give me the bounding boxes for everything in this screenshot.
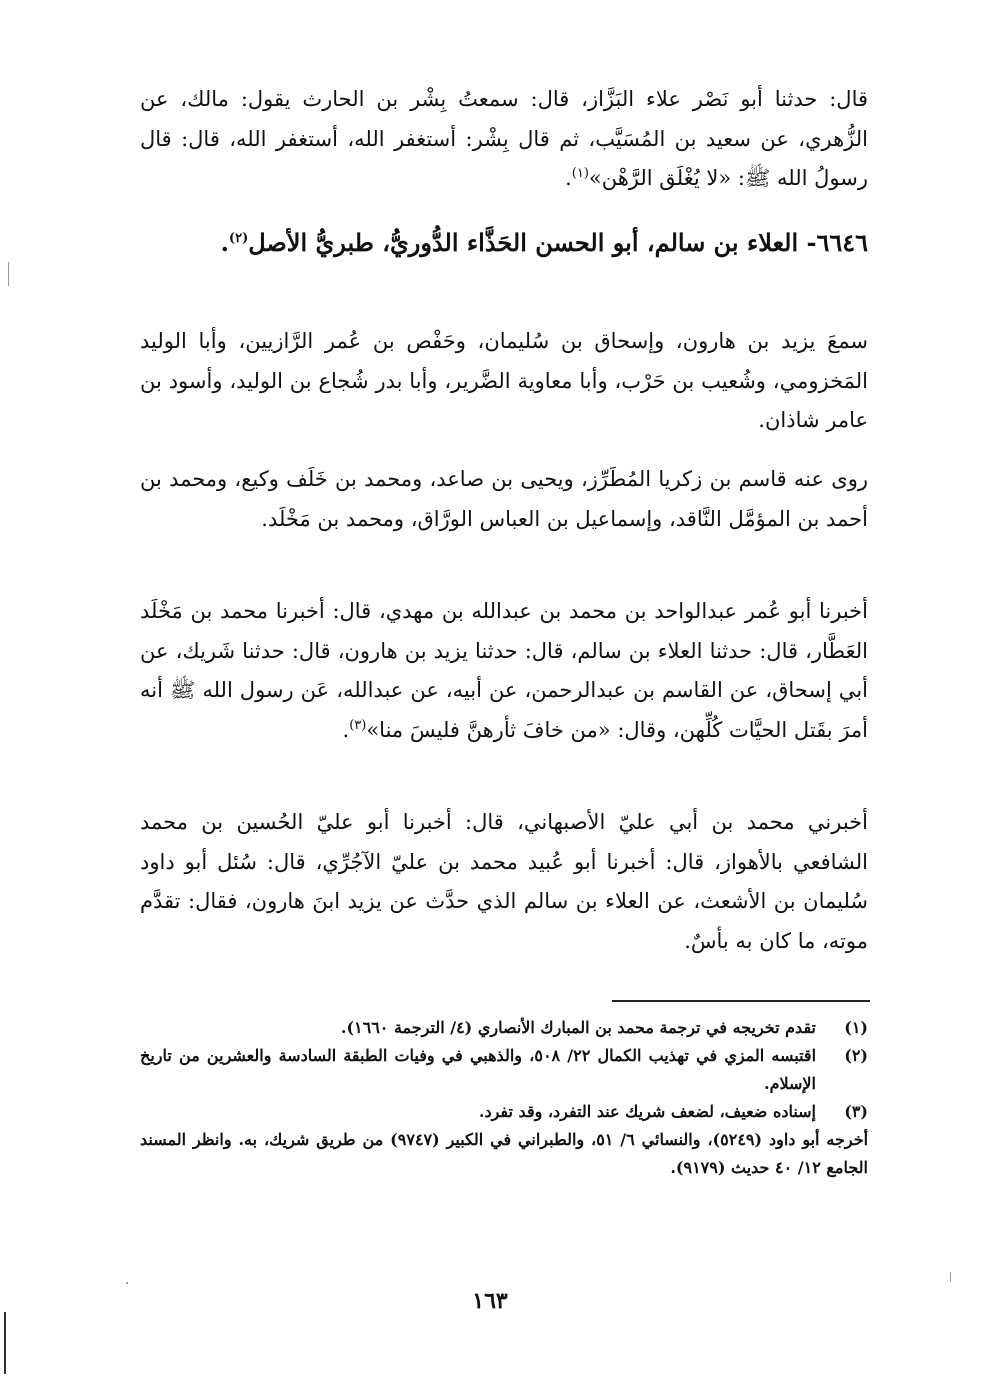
- footnote-text: اقتبسه المزي في تهذيب الكمال ٢٢/ ٥٠٨، والذهبي في وفيات الطبقة السادسة والعشرين من تاريخ الإسلام.: [140, 1046, 817, 1093]
- footnote-item: [140, 1098, 868, 1126]
- paragraph-text: أخبرنا أبو عُمر عبدالواحد بن محمد بن عبدالله بن مهدي، قال: أخبرنا محمد بن مَخْلَد العَطَّار، قال: حدثنا العلاء بن سالم، قال: حدثنا يزيد بن هارون، قال: حدثنا شَريك، عن أبي إسحاق، عن القاسم بن عبدالرحمن، عن أبيه، عن عبدالله، عَن رسول الله ﷺ أنه أمرَ بقَتل الحيَّات كُلِّهن، وقال: «من خافَ ثأرهنَّ فليسَ منا»: [140, 599, 868, 742]
- paragraph-narration: [140, 80, 868, 199]
- scan-artifact-mark: [8, 262, 9, 286]
- footnote-number: (١): [844, 1018, 868, 1037]
- footnote-continuation: أخرجه أبو داود (٥٢٤٩)، والنسائي ٦/ ٥١، والطبراني في الكبير (٩٧٤٧) من طريق شريك، به. وانظر المسند الجامع ١٢/ ٤٠ حديث (٩١٧٩).: [140, 1130, 869, 1177]
- paragraph-text: قال: حدثنا أبو نَصْر علاء البَزَّاز، قال: سمعتُ بِشْر بن الحارث يقول: مالك، عن الزُّهري، عن سعيد بن المُسَيَّب، ثم قال بِشْر: أستغفر الله، أستغفر الله، قال: قال رسولُ الله ﷺ: «لا يُغْلَق الرَّهْن»: [140, 87, 868, 190]
- scan-artifact-mark: [950, 1272, 951, 1282]
- footnote-item: [140, 1014, 868, 1042]
- paragraph-end-mark: .: [565, 166, 572, 190]
- paragraph-end-mark: .: [342, 717, 350, 742]
- entry-heading-text: ٦٦٤٦- العلاء بن سالم، أبو الحسن الحَذَّاء الدُّوريُّ، طبريُّ الأصل: [248, 228, 868, 257]
- footnote-separator: [612, 1000, 870, 1002]
- footnote-reference: (١): [571, 166, 589, 181]
- paragraph-assessment: أخبرني محمد بن أبي عليّ الأصبهاني، قال: أخبرنا أبو عليّ الحُسين بن محمد الشافعي بالأهواز، قال: أخبرنا أبو عُبيد محمد بن عليّ الآجُرِّي، قال: سُئل أبو داود سُليمان بن الأشعث، عن العلاء بن سالم الذي حدَّث عن يزيد ابنَ هارون، فقال: تقدَّم موته، ما كان به بأسٌ.: [140, 810, 868, 953]
- footnote-text: إسناده ضعيف، لضعف شريك عند التفرد، وقد تفرد.: [478, 1102, 816, 1121]
- footnote-text: تقدم تخريجه في ترجمة محمد بن المبارك الأنصاري (٤/ الترجمة ١٦٦٠).: [340, 1018, 816, 1037]
- entry-heading: [140, 219, 868, 267]
- footnote-number: (٢): [844, 1046, 868, 1065]
- footnotes: [140, 1014, 868, 1182]
- entry-heading-end-mark: .: [220, 228, 229, 257]
- paragraph-students: روى عنه قاسم بن زكريا المُطَرِّز، ويحيى بن صاعد، ومحمد بن خَلَف وكيع، ومحمد بن أحمد بن المؤمَّل النَّاقد، وإسماعيل بن العباس الورَّاق، ومحمد بن مَخْلَد.: [140, 467, 868, 531]
- footnote-item: [140, 1042, 868, 1098]
- footnote-reference: (٣): [349, 717, 367, 733]
- paragraph-hadith-chain: [140, 592, 868, 750]
- paragraph-teachers: سمعَ يزيد بن هارون، وإسحاق بن سُليمان، وحَفْص بن عُمر الرَّازيين، وأبا الوليد المَخزومي، وشُعيب بن حَرْب، وأبا معاوية الضَّرير، وأبا بدر شُجاع بن الوليد، وأسود بن عامر شاذان.: [140, 329, 868, 432]
- scan-artifact-mark: [4, 1312, 6, 1374]
- footnote-reference: (٢): [228, 231, 249, 246]
- footnote-number: (٣): [844, 1102, 868, 1121]
- scan-artifact-mark: [126, 1282, 128, 1284]
- page-number: ١٦٣: [472, 1288, 508, 1314]
